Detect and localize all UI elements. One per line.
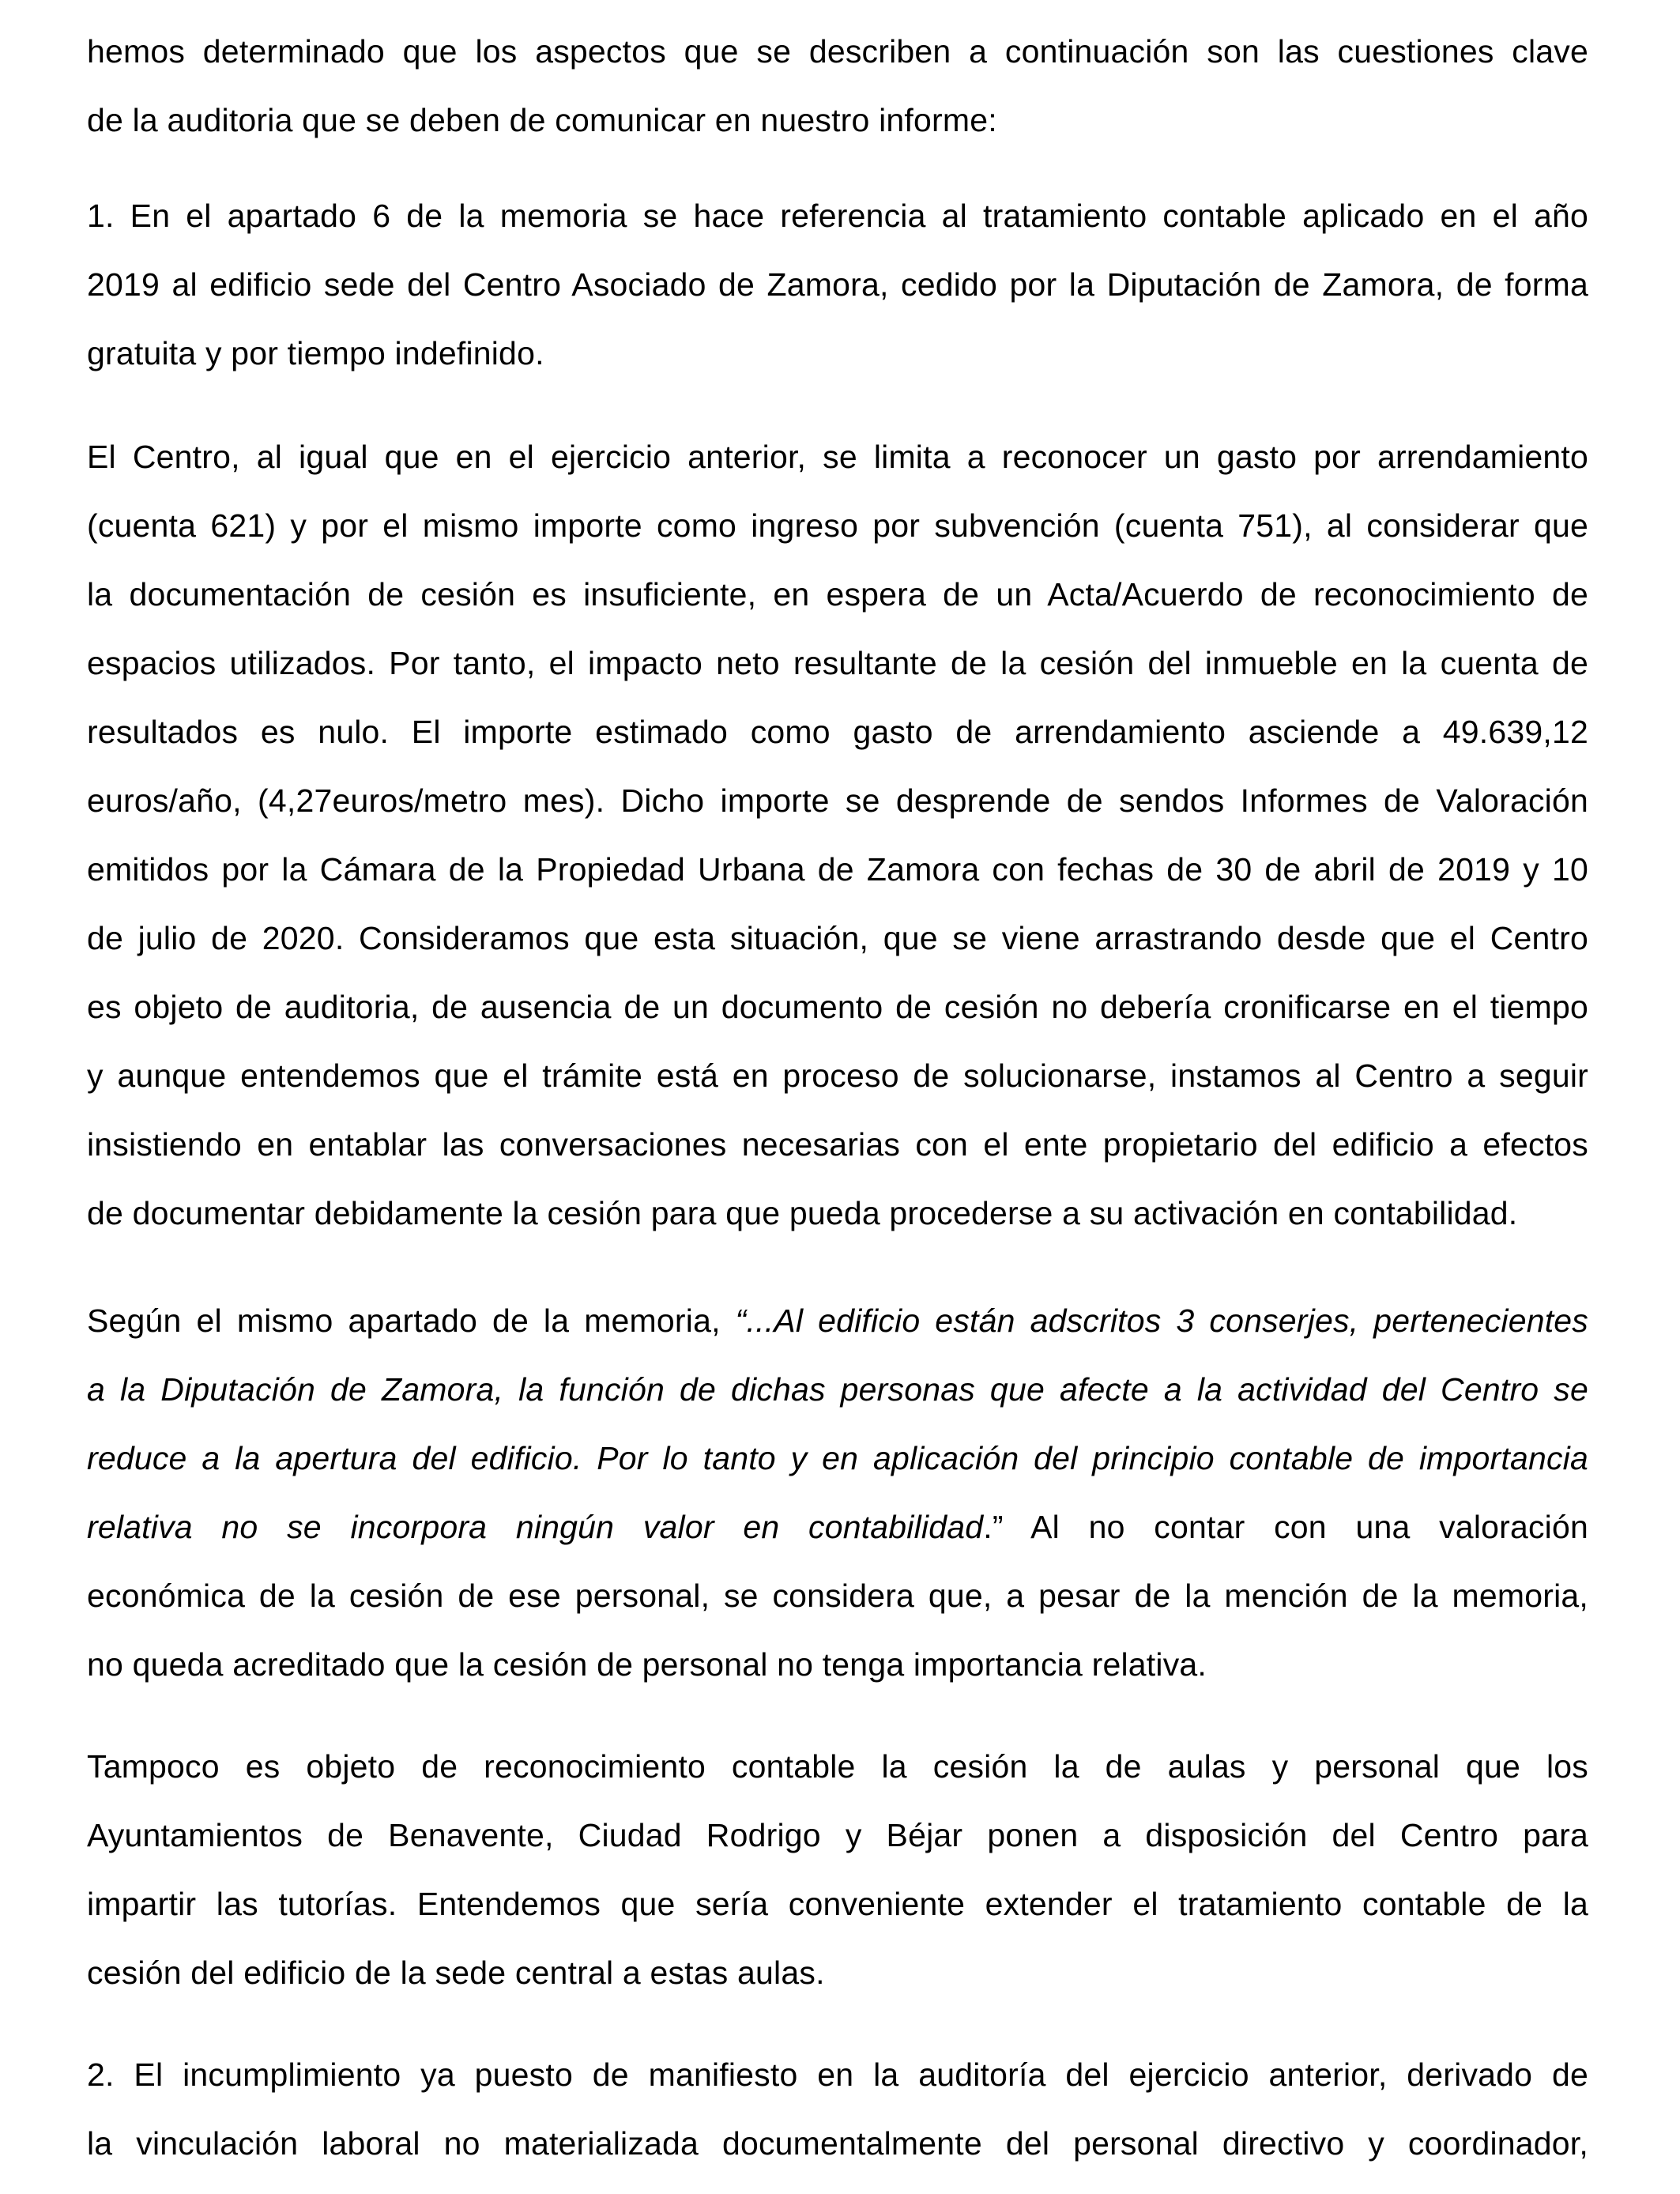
text-line: El Centro, al igual que en el ejercicio anterior, se limita a reconocer un gasto por arrendamiento [87, 439, 1588, 475]
text-line: 2. El incumplimiento ya puesto de manifiesto en la auditoría del ejercicio anterior, derivado de [87, 2056, 1588, 2093]
text-line: gratuita y por tiempo indefinido. [87, 335, 544, 371]
text-line: 2019 al edificio sede del Centro Asociado de Zamora, cedido por la Diputación de Zamora, de forma [87, 266, 1588, 303]
text-line: Tampoco es objeto de reconocimiento contable la cesión la de aulas y personal que los [87, 1748, 1588, 1785]
text-line: euros/año, (4,27euros/metro mes). Dicho importe se desprende de sendos Informes de Valoración [87, 782, 1588, 819]
paragraph-intro [87, 17, 1588, 155]
text-line [87, 1287, 1588, 1355]
text-line: espacios utilizados. Por tanto, el impacto neto resultante de la cesión del inmueble en la cuenta de [87, 645, 1588, 681]
paragraph-point-2 [87, 2041, 1588, 2178]
text-line [87, 1493, 1588, 1562]
text-line: insistiendo en entablar las conversaciones necesarias con el ente propietario del edificio a efectos [87, 1126, 1588, 1163]
text-line: no queda acreditado que la cesión de personal no tenga importancia relativa. [87, 1646, 1207, 1683]
text-line: (cuenta 621) y por el mismo importe como ingreso por subvención (cuenta 751), al considerar que [87, 507, 1588, 544]
text-line: impartir las tutorías. Entendemos que sería conveniente extender el tratamiento contable de la [87, 1886, 1588, 1922]
text-line: la vinculación laboral no materializada documentalmente del personal directivo y coordinador, [87, 2125, 1588, 2162]
text-italic-quote: “...Al edificio están adscritos 3 conserjes, pertenecientes [735, 1302, 1588, 1339]
text-italic-quote: relativa no se incorpora ningún valor en contabilidad [87, 1509, 984, 1545]
text-line: Ayuntamientos de Benavente, Ciudad Rodrigo y Béjar ponen a disposición del Centro para [87, 1817, 1588, 1853]
text-line: de la auditoria que se deben de comunicar en nuestro informe: [87, 102, 997, 138]
text-line: cesión del edificio de la sede central a estas aulas. [87, 1955, 825, 1991]
text-line: reduce a la apertura del edificio. Por lo tanto y en aplicación del principio contable de importancia [87, 1440, 1588, 1476]
paragraph-point-1 [87, 182, 1588, 388]
text-line: a la Diputación de Zamora, la función de dichas personas que afecte a la actividad del Centro se [87, 1371, 1588, 1408]
text-normal: Según el mismo apartado de la memoria, [87, 1302, 736, 1339]
paragraph-centro [87, 423, 1588, 1248]
text-line: 1. En el apartado 6 de la memoria se hace referencia al tratamiento contable aplicado en el año [87, 198, 1588, 234]
text-line: de documentar debidamente la cesión para que pueda procederse a su activación en contabilidad. [87, 1195, 1518, 1231]
text-line: y aunque entendemos que el trámite está en proceso de solucionarse, instamos al Centro a seguir [87, 1057, 1588, 1094]
text-line: es objeto de auditoria, de ausencia de un documento de cesión no debería cronificarse en el tiempo [87, 989, 1588, 1025]
text-normal: .” Al no contar con una valoración [983, 1509, 1588, 1545]
paragraph-tampoco [87, 1732, 1588, 2007]
text-line: resultados es nulo. El importe estimado como gasto de arrendamiento asciende a 49.639,12 [87, 714, 1588, 750]
text-line: la documentación de cesión es insuficiente, en espera de un Acta/Acuerdo de reconocimiento de [87, 576, 1588, 613]
text-line: hemos determinado que los aspectos que se describen a continuación son las cuestiones clave [87, 33, 1588, 70]
paragraph-quote [87, 1287, 1588, 1699]
text-line: de julio de 2020. Consideramos que esta situación, que se viene arrastrando desde que el Centro [87, 920, 1588, 956]
text-line: emitidos por la Cámara de la Propiedad Urbana de Zamora con fechas de 30 de abril de 2019 y 10 [87, 851, 1588, 888]
text-line: económica de la cesión de ese personal, se considera que, a pesar de la mención de la memoria, [87, 1578, 1588, 1614]
